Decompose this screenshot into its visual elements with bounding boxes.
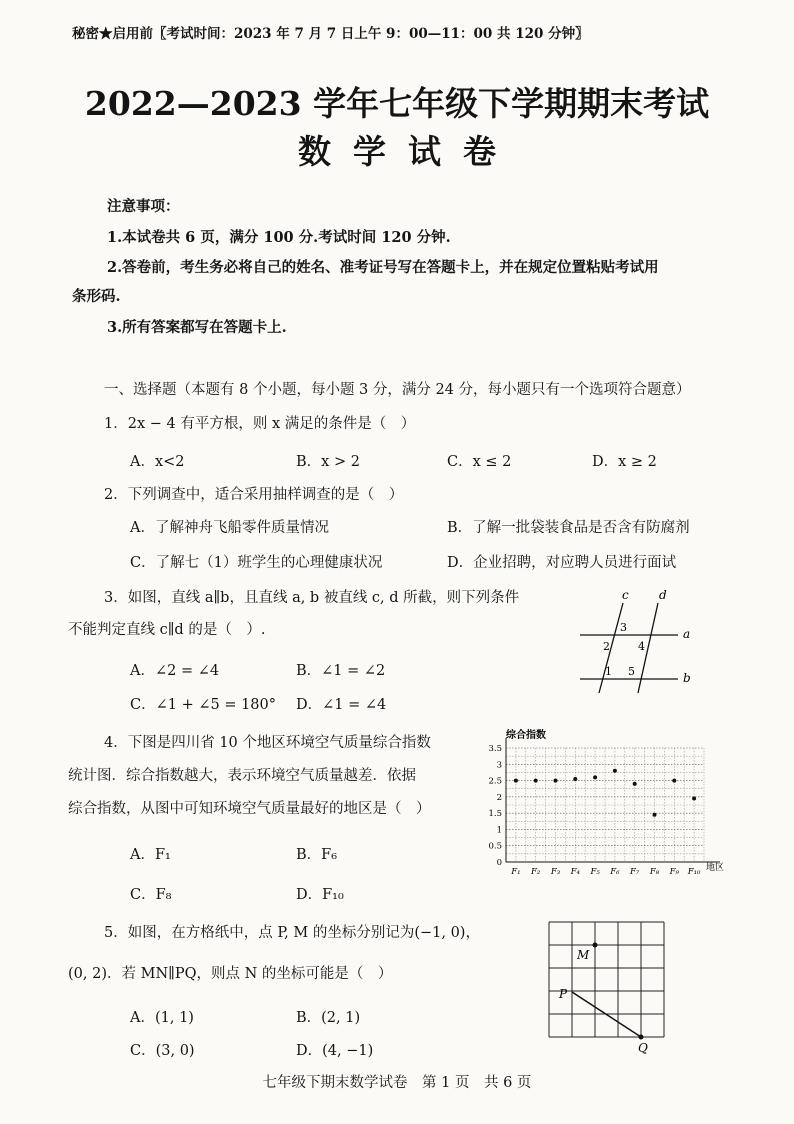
q2-option-a: A．了解神舟飞船零件质量情况: [130, 520, 329, 536]
x-tick-label: F₈: [649, 867, 660, 877]
data-point-f2: [534, 779, 538, 783]
notes-item-2: 2.答卷前，考生务必将自己的姓名、准考证号写在答题卡上，并在规定位置粘贴考试用: [107, 259, 659, 276]
q4-stem-line-3: 综合指数，从图中可知环境空气质量最好的地区是（ ）: [68, 801, 431, 817]
label-p: P: [559, 987, 568, 1001]
data-point-f8: [653, 813, 657, 817]
y-tick-label: 0: [496, 858, 502, 868]
angle-4-label: 4: [638, 640, 645, 653]
data-point-f1: [514, 779, 518, 783]
label-q: Q: [638, 1041, 648, 1055]
q1-option-b: B．x > 2: [296, 454, 360, 470]
q3-stem-line-2: 不能判定直线 c∥d 的是（ ）.: [68, 622, 266, 638]
notes-item-2-cont: 条形码.: [72, 288, 121, 305]
point-q: [639, 1035, 644, 1040]
confidential-header: 秘密★启用前〖考试时间：2023 年 7 月 7 日上午 9：00—11：00 共 120 分钟〗: [72, 26, 589, 42]
notes-item-1: 1.本试卷共 6 页，满分 100 分.考试时间 120 分钟.: [107, 229, 451, 246]
q5-option-c: C．(3, 0): [130, 1043, 195, 1059]
q2-option-d: D．企业招聘，对应聘人员进行面试: [447, 555, 677, 571]
angle-5-label: 5: [628, 665, 635, 678]
exam-subtitle: 数学试卷: [298, 132, 518, 171]
y-tick-label: 2: [496, 792, 502, 803]
label-b: b: [683, 671, 691, 685]
q4-option-a: A．F₁: [130, 847, 171, 863]
q4-option-b: B．F₆: [296, 847, 338, 863]
data-point-f5: [593, 775, 597, 779]
angle-3-label: 3: [620, 621, 627, 634]
chart-title: 综合指数: [506, 730, 546, 741]
q3-option-b: B．∠1 = ∠2: [296, 663, 386, 679]
page-footer: 七年级下期末数学试卷 第 1 页 共 6 页: [262, 1075, 532, 1091]
grid-lines: [549, 922, 664, 1037]
angle-2-label: 2: [603, 640, 610, 653]
point-m: [593, 943, 598, 948]
data-point-f4: [573, 777, 577, 781]
q5-option-a: A．(1, 1): [130, 1010, 194, 1026]
q1-option-a: A．x<2: [130, 454, 185, 470]
x-tick-label: F₇: [630, 867, 640, 877]
x-tick-label: F₁₀: [687, 867, 701, 877]
y-tick-label: 1.5: [488, 809, 502, 820]
q4-option-c: C．F₈: [130, 887, 172, 903]
q1-option-d: D．x ≥ 2: [592, 454, 657, 470]
x-tick-label: F₄: [570, 867, 580, 877]
q2-stem: 2．下列调查中，适合采用抽样调查的是（ ）: [104, 487, 404, 503]
label-a: a: [683, 627, 691, 641]
chart-x-axis-label: 地区: [706, 863, 725, 873]
x-tick-label: F₃: [550, 867, 561, 877]
x-tick-label: F₆: [610, 867, 620, 877]
q3-option-c: C．∠1 + ∠5 = 180°: [130, 697, 277, 713]
notes-heading: 注意事项：: [107, 198, 180, 215]
data-point-f3: [554, 779, 558, 783]
parallel-lines-figure: [570, 585, 700, 695]
q5-option-d: D．(4, −1): [296, 1043, 374, 1059]
q4-stem-line-1: 4．下图是四川省 10 个地区环境空气质量综合指数: [104, 735, 431, 751]
q2-option-b: B．了解一批袋装食品是否含有防腐剂: [447, 520, 690, 536]
q4-option-d: D．F₁₀: [296, 887, 344, 903]
chart-y-ticks: [488, 744, 502, 868]
x-tick-label: F₅: [590, 867, 600, 877]
exam-title: 2022—2023 学年七年级下学期期末考试: [84, 84, 710, 123]
y-tick-label: 2.5: [488, 776, 502, 787]
data-point-f7: [633, 782, 637, 786]
data-point-f6: [613, 769, 617, 773]
y-tick-label: 3.5: [488, 744, 502, 754]
label-c: c: [622, 588, 629, 602]
x-tick-label: F₉: [669, 867, 679, 877]
q3-option-a: A．∠2 = ∠4: [130, 663, 220, 679]
q3-stem-line-1: 3．如图，直线 a∥b，且直线 a, b 被直线 c, d 所截，则下列条件: [104, 590, 520, 606]
q1-option-c: C．x ≤ 2: [447, 454, 512, 470]
label-d: d: [659, 588, 667, 602]
grid-paper-figure: [545, 918, 675, 1058]
data-point-f9: [672, 779, 676, 783]
chart-x-ticks: [510, 867, 701, 877]
notes-item-3: 3.所有答案都写在答题卡上.: [107, 319, 287, 336]
x-tick-label: F₂: [531, 867, 541, 877]
data-point-f10: [692, 796, 696, 800]
y-tick-label: 3: [496, 760, 502, 771]
y-tick-label: 1: [496, 825, 502, 836]
air-quality-chart: [482, 726, 732, 882]
q2-option-c: C．了解七（1）班学生的心理健康状况: [130, 555, 383, 571]
q5-option-b: B．(2, 1): [296, 1010, 361, 1026]
x-tick-label: F₁: [511, 867, 521, 877]
q3-option-d: D．∠1 = ∠4: [296, 697, 387, 713]
y-tick-label: 0.5: [488, 841, 502, 852]
q1-stem: 1．2x − 4 有平方根，则 x 满足的条件是（ ）: [104, 416, 416, 432]
q4-stem-line-2: 统计图．综合指数越大，表示环境空气质量越差．依据: [68, 768, 416, 784]
q5-stem-line-1: 5．如图，在方格纸中，点 P, M 的坐标分别记为(−1, 0)，: [104, 925, 480, 941]
chart-grid: [506, 738, 720, 862]
section-heading: 一、选择题（本题有 8 个小题，每小题 3 分，满分 24 分，每小题只有一个选项符合题意）: [104, 382, 691, 398]
q5-stem-line-2: (0, 2)．若 MN∥PQ，则点 N 的坐标可能是（ ）: [68, 966, 393, 982]
angle-1-label: 1: [605, 665, 612, 678]
label-m: M: [577, 948, 590, 962]
